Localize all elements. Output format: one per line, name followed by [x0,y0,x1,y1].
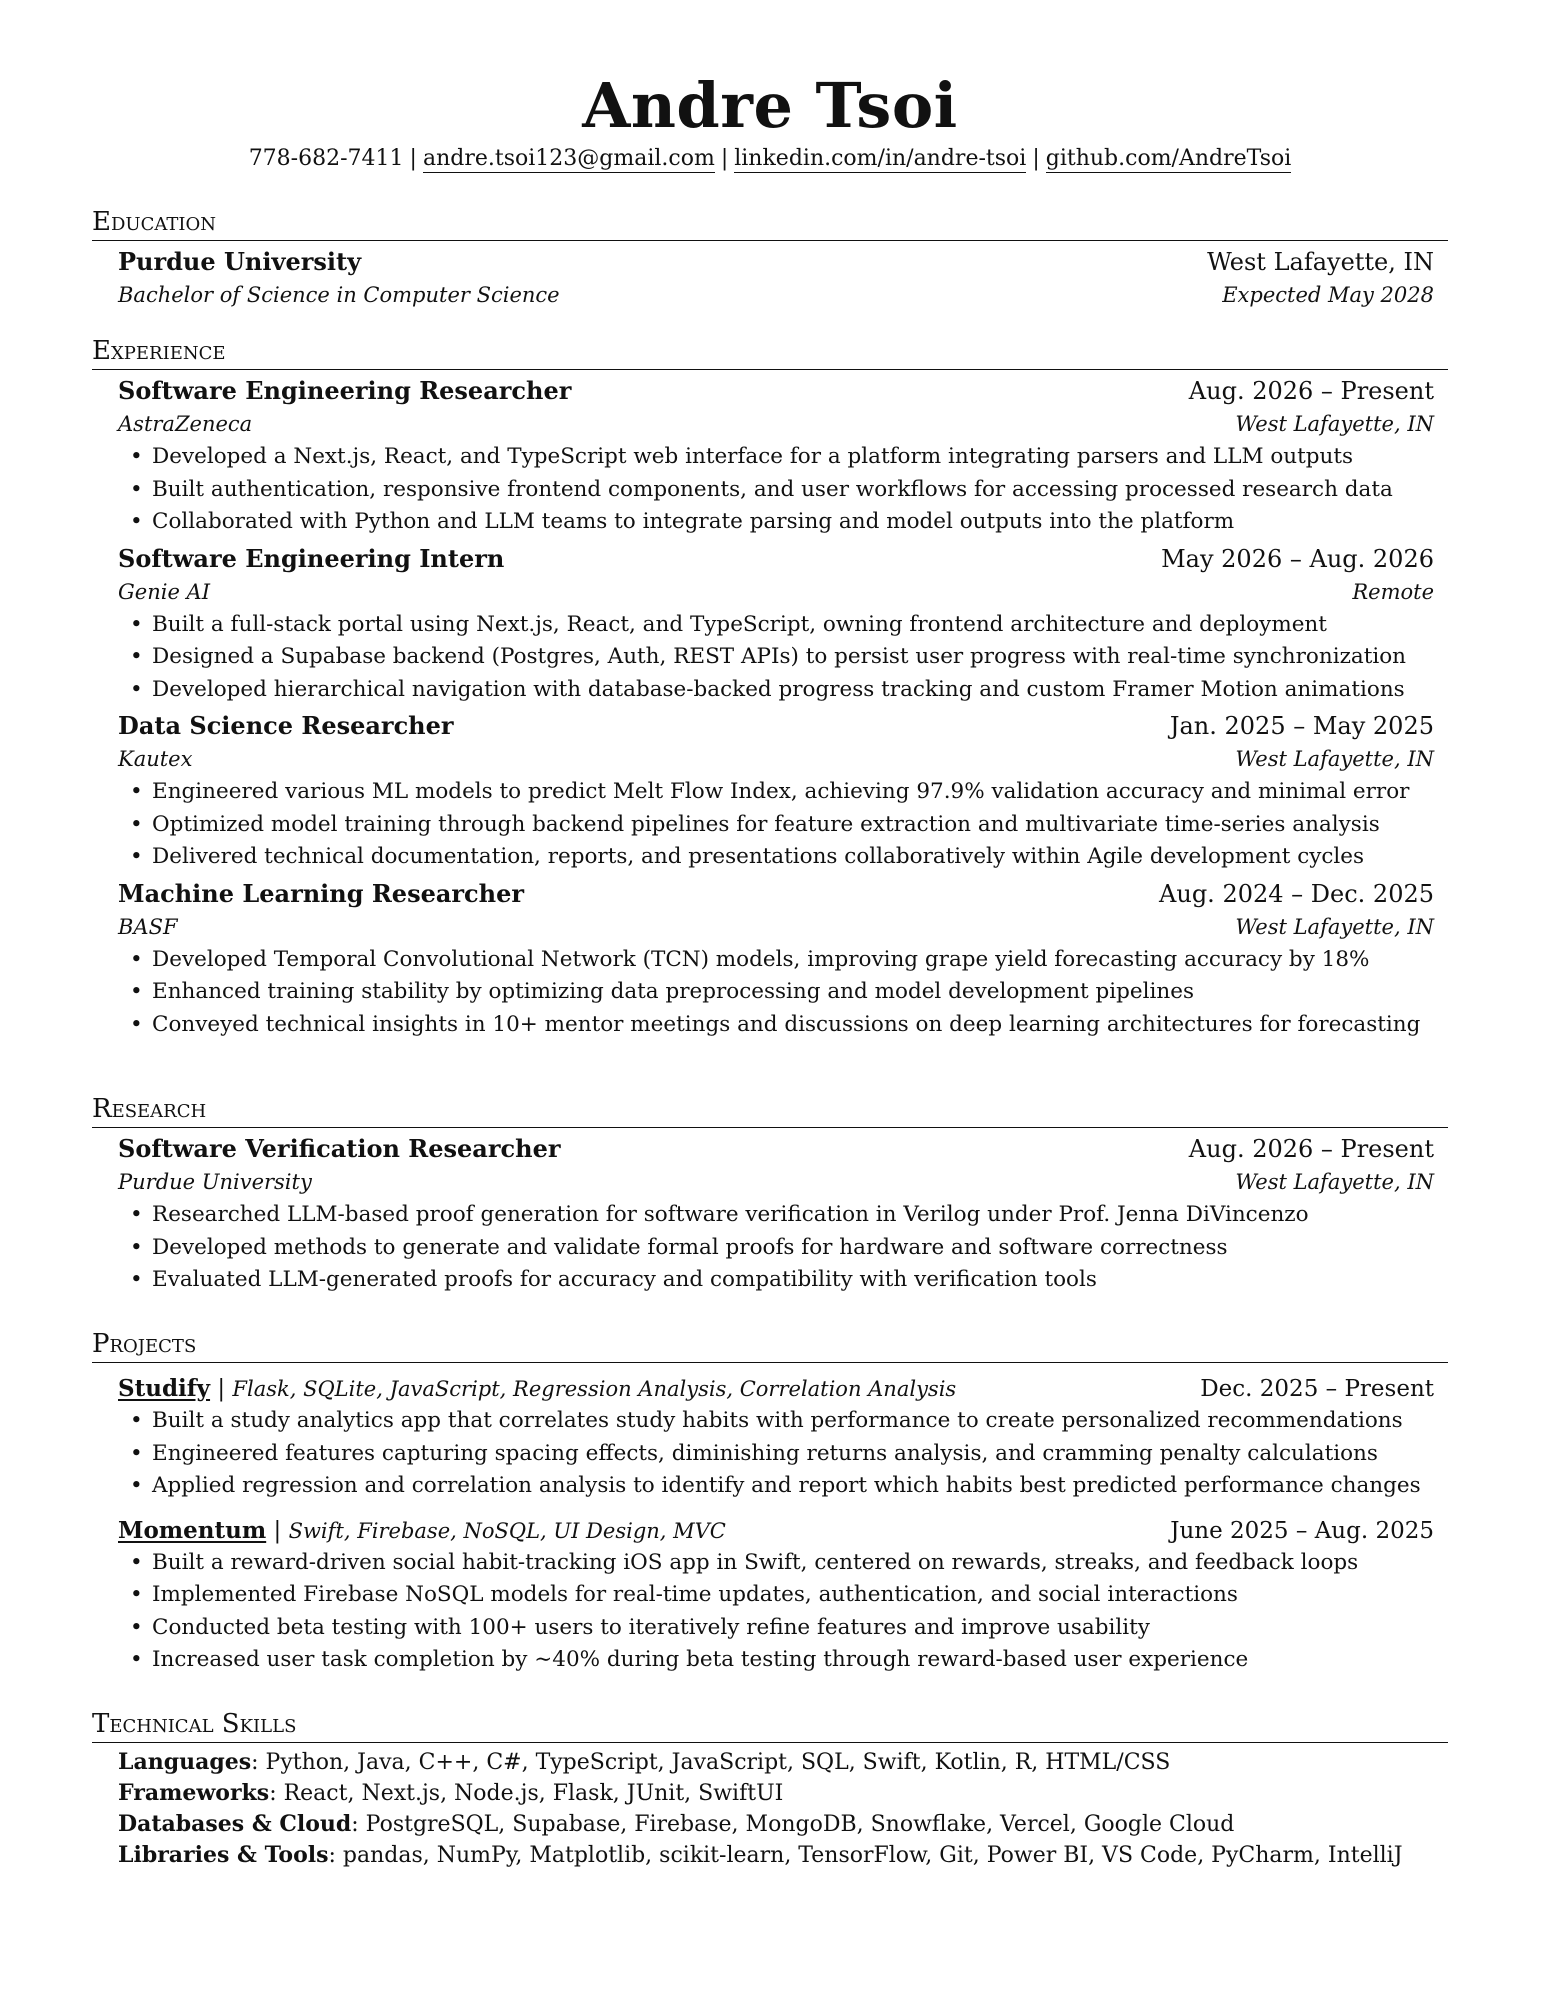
bullet-item: • Implemented Firebase NoSQL models for real-time updates, authentication, and social interactions [130,1582,1238,1607]
bullet-item: • Engineered various ML models to predict Melt Flow Index, achieving 97.9% validation accuracy and minimal error [130,779,1410,804]
experience-entry [118,710,1434,874]
bullet-text: Implemented Firebase NoSQL models for real-time updates, authentication, and social interactions [152,1582,1238,1607]
job-date: Aug. 2026 – Present [1188,377,1434,405]
company-name: Kautex [118,747,193,771]
phone-number: 778-682-7411 [248,146,404,171]
bullet-text: Developed methods to generate and validate formal proofs for hardware and software correctness [152,1234,1228,1260]
bullet-text: Engineered features capturing spacing effects, diminishing returns analysis, and cramming penalty calculations [152,1440,1378,1466]
bullet-item: • Designed a Supabase backend (Postgres, Auth, REST APIs) to persist user progress with real-time synchronization [130,644,1407,669]
bullet-text: Researched LLM-based proof generation for software verification in Verilog under Prof. Jenna DiVincenzo [152,1202,1309,1227]
school-location: West Lafayette, IN [1207,248,1434,276]
skills-row: Libraries & Tools: pandas, NumPy, Matplotlib, scikit-learn, TensorFlow, Git, Power BI, VS Code, PyCharm, IntelliJ [118,1842,1403,1868]
bullet-item: • Built a reward-driven social habit-tracking iOS app in Swift, centered on rewards, streaks, and feedback loops [130,1549,1359,1575]
job-location: Remote [1352,579,1434,604]
company-name: BASF [118,914,178,939]
graduation-date: Expected May 2028 [1222,283,1434,307]
bullet-list [118,609,1434,707]
bullet-item: • Built a study analytics app that correlates study habits with performance to create personalized recommendations [130,1408,1403,1433]
section-title: Technical Skills [92,1710,1448,1743]
project-date: Dec. 2025 – Present [1200,1376,1434,1402]
bullet-item: • Conducted beta testing with 100+ users to iteratively refine features and improve usability [130,1614,1150,1640]
experience-entry [118,878,1434,1042]
bullet-item: • Built authentication, responsive frontend components, and user workflows for accessing processed research data [130,476,1393,502]
bullet-text: Delivered technical documentation, reports, and presentations collaboratively within Agile development cycles [152,844,1365,869]
job-title: Software Engineering Researcher [118,376,572,405]
job-location: West Lafayette, IN [1235,412,1434,436]
bullet-text: Built a full-stack portal using Next.js, React, and TypeScript, owning frontend architecture and deployment [152,611,1327,637]
job-date: Jan. 2025 – May 2025 [1169,712,1434,740]
skills-row: Databases & Cloud: PostgreSQL, Supabase, Firebase, MongoDB, Snowflake, Vercel, Google Cloud [118,1811,1235,1837]
project-tech: Flask, SQLite, JavaScript, Regression Analysis, Correlation Analysis [232,1377,957,1401]
section-title: Research [92,1095,1448,1128]
skills-value: Python, Java, C++, C#, TypeScript, JavaScript, SQL, Swift, Kotlin, R, HTML/CSS [265,1750,1171,1775]
skills-row: Languages: Python, Java, C++, C#, TypeScript, JavaScript, SQL, Swift, Kotlin, R, HTML/CSS [118,1749,1171,1775]
experience-section [92,337,1448,1041]
bullet-text: Optimized model training through backend pipelines for feature extraction and multivariate time-series analysis [152,811,1380,837]
company-name: Genie AI [118,579,211,604]
project-tech: Swift, Firebase, NoSQL, UI Design, MVC [288,1518,726,1543]
bullet-text: Enhanced training stability by optimizing data preprocessing and model development pipelines [152,979,1194,1004]
job-location: West Lafayette, IN [1235,914,1434,939]
job-location: West Lafayette, IN [1235,747,1434,771]
bullet-text: Engineered various ML models to predict Melt Flow Index, achieving 97.9% validation accuracy and minimal error [152,779,1410,804]
research-title: Software Verification Researcher [118,1134,561,1163]
separator: | [273,1517,282,1544]
bullet-item: • Engineered features capturing spacing effects, diminishing returns analysis, and cramming penalty calculations [130,1440,1378,1466]
bullet-text: Built a study analytics app that correlates study habits with performance to create personalized recommendations [152,1408,1403,1433]
bullet-item: • Increased user task completion by ∼40% during beta testing through reward-based user experience [130,1647,1249,1672]
bullet-item: • Developed Temporal Convolutional Network (TCN) models, improving grape yield forecasting accuracy by 18% [130,946,1370,972]
github-link[interactable]: github.com/AndreTsoi [1045,146,1292,171]
contact-line [92,146,1448,172]
company-name: AstraZeneca [118,412,253,436]
separator: | [720,146,729,171]
separator: | [409,146,417,171]
bullet-item: • Evaluated LLM-generated proofs for accuracy and compatibility with verification tools [130,1267,1097,1292]
project-date: June 2025 – Aug. 2025 [1170,1517,1434,1544]
research-section [92,1095,1448,1297]
education-section [92,208,1448,312]
bullet-item: • Researched LLM-based proof generation for software verification in Verilog under Prof. Jenna DiVincenzo [130,1202,1309,1227]
bullet-list [118,1199,1434,1297]
skills-value: pandas, NumPy, Matplotlib, scikit-learn, TensorFlow, Git, Power BI, VS Code, PyCharm, IntelliJ [342,1843,1403,1868]
skills-label: Databases & Cloud [118,1811,352,1837]
project-name[interactable]: Momentum [118,1516,267,1544]
job-date: May 2026 – Aug. 2026 [1161,544,1434,573]
bullet-list [118,441,1434,539]
research-date: Aug. 2026 – Present [1188,1135,1434,1163]
bullet-text: Developed a Next.js, React, and TypeScript web interface for a platform integrating parsers and LLM outputs [152,444,1354,469]
bullet-list [118,776,1434,874]
skills-row: Frameworks: React, Next.js, Node.js, Flask, JUnit, SwiftUI [118,1780,784,1806]
bullet-item: • Collaborated with Python and LLM teams to integrate parsing and model outputs into the platform [130,509,1235,534]
job-date: Aug. 2024 – Dec. 2025 [1159,879,1434,908]
skills-value: PostgreSQL, Supabase, Firebase, MongoDB, Snowflake, Vercel, Google Cloud [365,1812,1235,1837]
bullet-text: Built a reward-driven social habit-tracking iOS app in Swift, centered on rewards, streaks, and feedback loops [152,1549,1359,1575]
skills-label: Libraries & Tools [118,1842,329,1868]
bullet-list [118,1405,1434,1503]
section-title: Education [92,208,1448,241]
job-title: Software Engineering Intern [118,543,505,573]
skills-label: Frameworks [118,1780,270,1806]
bullet-text: Increased user task completion by ∼40% during beta testing through reward-based user experience [152,1647,1249,1672]
research-entry [118,1133,1434,1297]
linkedin-link[interactable]: linkedin.com/in/andre-tsoi [734,146,1027,171]
bullet-item: • Developed hierarchical navigation with database-backed progress tracking and custom Framer Motion animations [130,676,1405,702]
skills-list [118,1747,1448,1871]
bullet-list [118,944,1434,1042]
bullet-item: • Developed methods to generate and validate formal proofs for hardware and software correctness [130,1234,1228,1260]
separator: | [217,1376,226,1402]
bullet-text: Evaluated LLM-generated proofs for accuracy and compatibility with verification tools [152,1267,1097,1292]
skills-value: React, Next.js, Node.js, Flask, JUnit, SwiftUI [283,1781,784,1806]
bullet-item: • Developed a Next.js, React, and TypeScript web interface for a platform integrating parsers and LLM outputs [130,444,1354,469]
experience-entry [118,375,1434,539]
bullet-text: Conveyed technical insights in 10+ mentor meetings and discussions on deep learning architectures for forecasting [152,1011,1421,1037]
section-title: Experience [92,337,1448,370]
bullet-item: • Applied regression and correlation analysis to identify and report which habits best predicted performance changes [130,1473,1421,1498]
bullet-text: Developed hierarchical navigation with database-backed progress tracking and custom Framer Motion animations [152,676,1405,702]
research-location: West Lafayette, IN [1235,1170,1434,1194]
experience-entry [118,543,1434,707]
bullet-item: • Optimized model training through backend pipelines for feature extraction and multivariate time-series analysis [130,811,1380,837]
project-name[interactable]: Studify [118,1375,211,1402]
bullet-item: • Conveyed technical insights in 10+ mentor meetings and discussions on deep learning architectures for forecasting [130,1011,1421,1037]
skills-section [92,1710,1448,1871]
bullet-item: • Delivered technical documentation, reports, and presentations collaboratively within Agile development cycles [130,844,1365,869]
bullet-text: Built authentication, responsive frontend components, and user workflows for accessing processed research data [152,476,1393,502]
school-name: Purdue University [118,247,362,276]
job-title: Machine Learning Researcher [118,878,525,908]
skills-label: Languages [118,1749,252,1775]
research-org: Purdue University [118,1170,312,1194]
project-entry [118,1515,1434,1677]
project-entry [118,1373,1434,1503]
bullet-text: Designed a Supabase backend (Postgres, Auth, REST APIs) to persist user progress with real-time synchronization [152,644,1407,669]
bullet-item: • Enhanced training stability by optimizing data preprocessing and model development pipelines [130,979,1194,1004]
education-entry [118,246,1434,312]
section-title: Projects [92,1330,1448,1363]
projects-section [92,1330,1448,1677]
bullet-list [118,1547,1434,1677]
separator: | [1032,146,1040,171]
bullet-text: Developed Temporal Convolutional Network (TCN) models, improving grape yield forecasting accuracy by 18% [152,946,1370,972]
resume-name: Andre Tsoi [582,69,958,142]
degree: Bachelor of Science in Computer Science [118,283,560,307]
bullet-text: Applied regression and correlation analysis to identify and report which habits best predicted performance changes [152,1473,1421,1498]
email-link[interactable]: andre.tsoi123@gmail.com [422,146,715,171]
bullet-item: • Built a full-stack portal using Next.js, React, and TypeScript, owning frontend architecture and deployment [130,611,1327,637]
bullet-text: Conducted beta testing with 100+ users to iteratively refine features and improve usability [152,1614,1150,1640]
bullet-text: Collaborated with Python and LLM teams to integrate parsing and model outputs into the platform [152,509,1235,534]
job-title: Data Science Researcher [118,711,454,740]
